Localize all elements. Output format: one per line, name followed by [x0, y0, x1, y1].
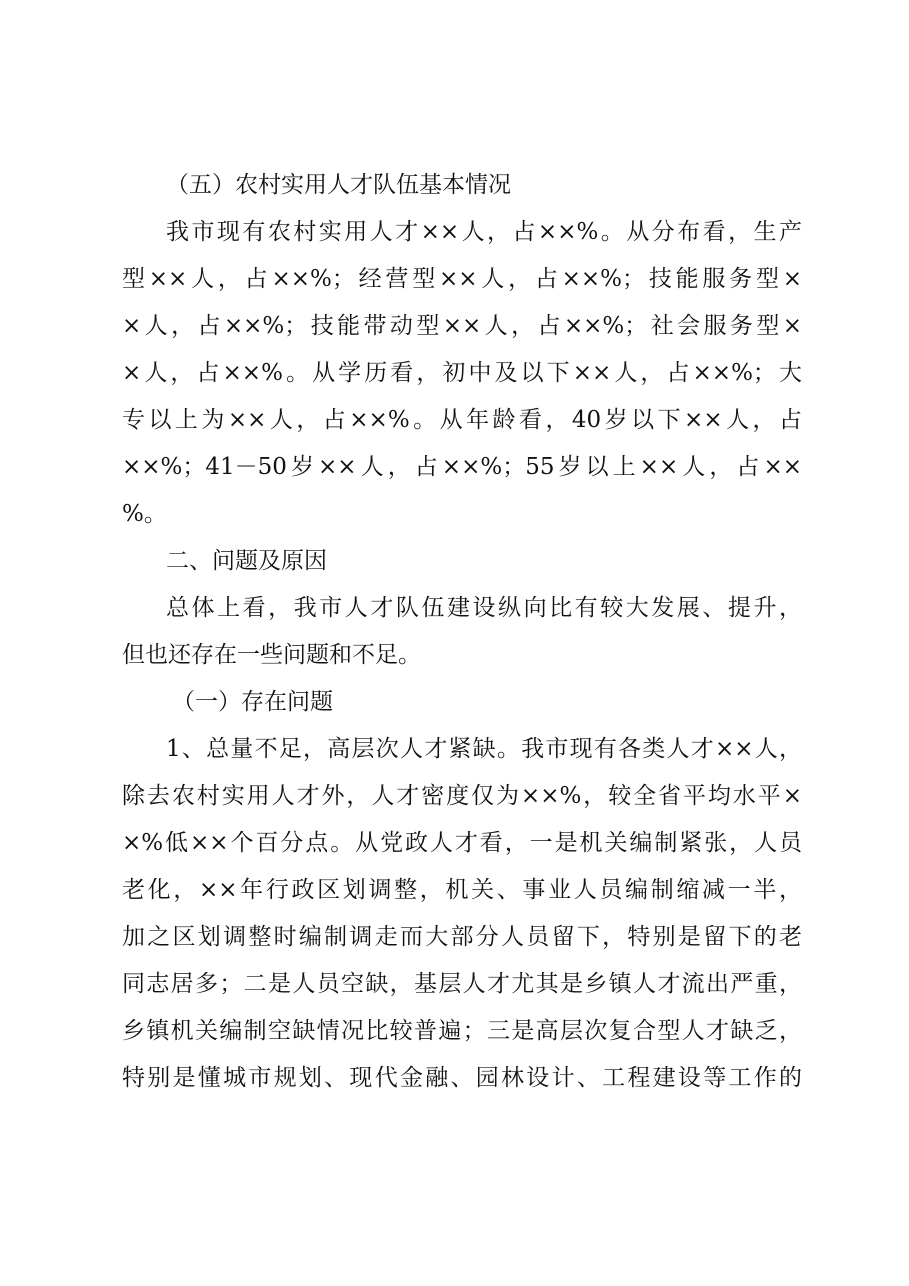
line-gap — [122, 487, 802, 495]
line-gap — [122, 346, 802, 354]
line-gap — [122, 816, 802, 824]
line-gap — [122, 863, 802, 871]
paragraph-line: 除去农村实用人才外，人才密度仅为××%，较全省平均水平× — [122, 783, 802, 809]
paragraph-line: 我市现有农村实用人才××人，占××%。从分布看，生产 — [166, 219, 802, 245]
paragraph-gap — [122, 722, 802, 730]
paragraph-line: 专以上为××人，占××%。从年龄看，40岁以下××人，占 — [122, 407, 802, 433]
paragraph-line: 特别是懂城市规划、现代金融、园林设计、工程建设等工作的 — [122, 1065, 802, 1091]
section-heading: （五）农村实用人才队伍基本情况 — [166, 172, 511, 198]
paragraph-line: 1、总量不足，高层次人才紧缺。我市现有各类人才××人， — [166, 736, 802, 762]
paragraph-line: 但也还存在一些问题和不足。 — [122, 642, 421, 668]
part-heading: 二、问题及原因 — [166, 548, 327, 574]
paragraph-line: ×%低××个百分点。从党政人才看，一是机关编制紧张，人员 — [122, 830, 802, 856]
paragraph-gap — [122, 534, 802, 542]
paragraph-line: 总体上看，我市人才队伍建设纵向比有较大发展、提升， — [166, 595, 802, 621]
paragraph-line: ××%；41－50岁××人，占××%；55岁以上××人，占×× — [122, 454, 802, 480]
paragraph-line: ×人，占××%；技能带动型××人，占××%；社会服务型× — [122, 313, 802, 339]
paragraph-line: 加之区划调整时编制调走而大部分人员留下，特别是留下的老 — [122, 924, 802, 950]
line-gap — [122, 769, 802, 777]
line-gap — [122, 910, 802, 918]
paragraph-gap — [122, 205, 802, 213]
sub-heading: （一）存在问题 — [172, 689, 333, 715]
line-gap — [122, 957, 802, 965]
paragraph-line: 乡镇机关编制空缺情况比较普遍；三是高层次复合型人才缺乏， — [122, 1018, 802, 1044]
line-gap — [122, 1051, 802, 1059]
line-gap — [122, 1004, 802, 1012]
paragraph-line: 同志居多；二是人员空缺，基层人才尤其是乡镇人才流出严重， — [122, 971, 802, 997]
line-gap — [122, 299, 802, 307]
paragraph-gap — [122, 675, 802, 683]
document-body — [122, 166, 802, 1098]
paragraph-line: %。 — [122, 501, 167, 527]
line-gap — [122, 393, 802, 401]
line-gap — [122, 440, 802, 448]
paragraph-line: 老化，××年行政区划调整，机关、事业人员编制缩减一半， — [122, 877, 802, 903]
line-gap — [122, 628, 802, 636]
paragraph-line: 型××人，占××%；经营型××人，占××%；技能服务型× — [122, 266, 802, 292]
paragraph-gap — [122, 581, 802, 589]
paragraph-line: ×人，占××%。从学历看，初中及以下××人，占××%；大 — [122, 360, 802, 386]
line-gap — [122, 252, 802, 260]
